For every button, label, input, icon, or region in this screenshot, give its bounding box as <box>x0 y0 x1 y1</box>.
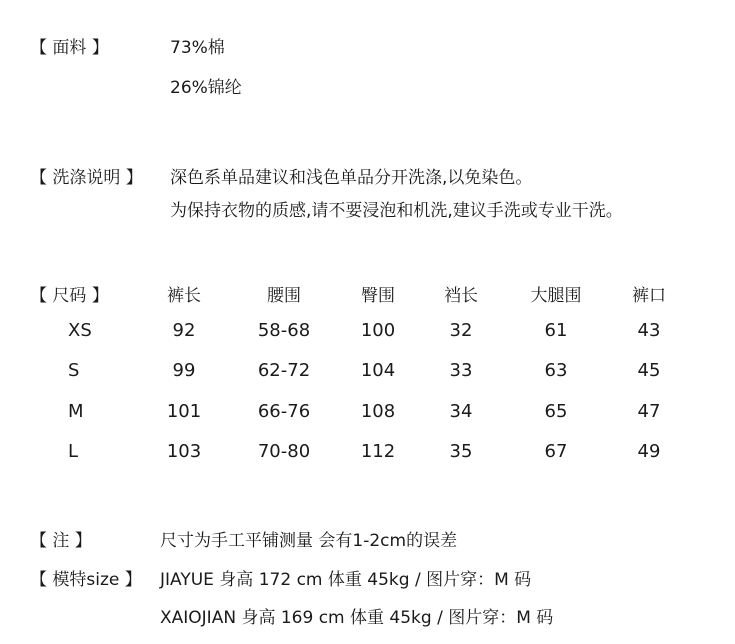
fabric-line-nylon: 26%锦纶 <box>170 78 242 98</box>
model-label: 【 模特size 】 <box>30 570 142 590</box>
value-cell: 43 <box>637 320 661 341</box>
value-cell: 63 <box>544 360 568 381</box>
washing-line-1: 深色系单品建议和浅色单品分开洗涤,以免染色。 <box>170 168 533 188</box>
value-cell: 66-76 <box>257 401 311 422</box>
size-table-label: 【 尺码 】 <box>30 286 109 306</box>
value-cell: 70-80 <box>257 441 311 462</box>
fabric-label: 【 面料 】 <box>30 38 109 58</box>
col-header-rise: 裆长 <box>444 286 478 306</box>
value-cell: 103 <box>166 441 202 462</box>
size-cell: M <box>68 401 84 422</box>
value-cell: 101 <box>166 401 202 422</box>
value-cell: 112 <box>360 441 396 462</box>
note-label: 【 注 】 <box>30 531 92 551</box>
value-cell: 32 <box>449 320 473 341</box>
col-header-pants-length: 裤长 <box>167 286 201 306</box>
model-line-xaiojian: XAIOJIAN 身高 169 cm 体重 45kg / 图片穿：M 码 <box>160 608 554 628</box>
col-header-waist: 腰围 <box>267 286 301 306</box>
value-cell: 99 <box>172 360 196 381</box>
value-cell: 65 <box>544 401 568 422</box>
value-cell: 92 <box>172 320 196 341</box>
col-header-thigh: 大腿围 <box>530 286 582 306</box>
value-cell: 67 <box>544 441 568 462</box>
value-cell: 100 <box>360 320 396 341</box>
value-cell: 61 <box>544 320 568 341</box>
value-cell: 108 <box>360 401 396 422</box>
value-cell: 62-72 <box>257 360 311 381</box>
fabric-line-cotton: 73%棉 <box>170 38 225 58</box>
col-header-leg-opening: 裤口 <box>632 286 666 306</box>
value-cell: 104 <box>360 360 396 381</box>
col-header-hip: 臀围 <box>361 286 395 306</box>
value-cell: 35 <box>449 441 473 462</box>
value-cell: 33 <box>449 360 473 381</box>
washing-line-2: 为保持衣物的质感,请不要浸泡和机洗,建议手洗或专业干洗。 <box>170 201 623 221</box>
size-cell: XS <box>68 320 92 341</box>
value-cell: 34 <box>449 401 473 422</box>
washing-label: 【 洗涤说明 】 <box>30 168 143 188</box>
value-cell: 49 <box>637 441 661 462</box>
value-cell: 58-68 <box>257 320 311 341</box>
size-cell: S <box>68 360 80 381</box>
value-cell: 47 <box>637 401 661 422</box>
note-text: 尺寸为手工平铺测量 会有1-2cm的误差 <box>160 531 458 551</box>
value-cell: 45 <box>637 360 661 381</box>
model-line-jiayue: JIAYUE 身高 172 cm 体重 45kg / 图片穿：M 码 <box>160 570 532 590</box>
size-cell: L <box>68 441 79 462</box>
